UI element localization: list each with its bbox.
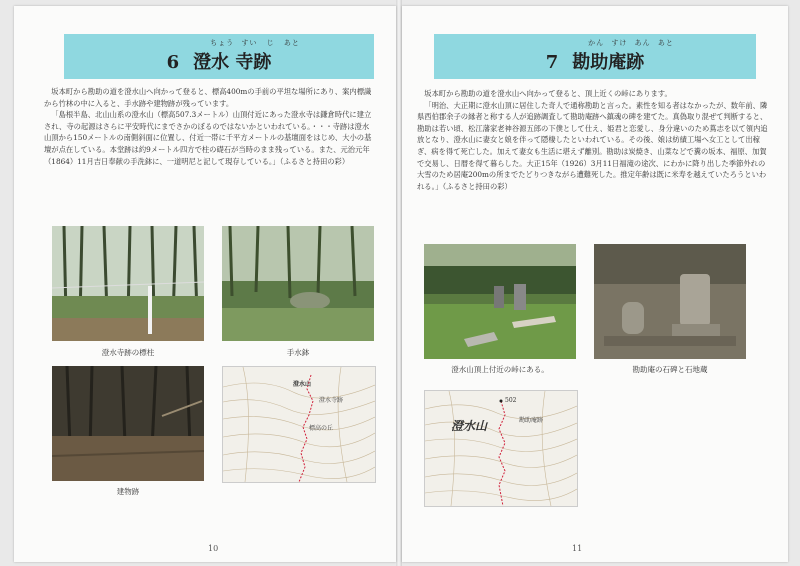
section-title-banner [64, 34, 374, 79]
reading-1: かん [588, 39, 605, 47]
section-title-text: 澄水 寺跡 [193, 52, 272, 73]
topographic-map [222, 366, 376, 483]
section-body [417, 88, 772, 192]
page-number: 11 [572, 544, 583, 553]
section-body [44, 86, 374, 167]
paragraph: 「明治、大正期に澄水山頂に居住した奇人で通称勘助と言った。素性を知る者はなかったが、数年前、隣県西伯郡余子の縁者と称する人が追跡調査して勘助庵跡へ鎮魂の碑を建てた。真偽取り混ぜて判断すると、勘助は若い頃、松江藩家老神谷源五郎の下僕として仕え、姫君と恋愛し、身分違いのため蔦志を以て領内追放となり、澄水山に妻女と娘を伴って隠棲したといわれている。その後、娘は紡績工場へ女工として出稼ぎ、病を得て死亡した。加えて妻女も生活に堪えず離別。勘助は炭焼き、山菜などで糞の坂本、福原、加賀で交易し、日暦を得て暮らした。大正15年（1926）3月11日福滝の途次、にわかに降り出した季節外れの大雪のため居庵200mの所までたどりつきながら遭難死した。推定年齢は既に米寿を越えていたろうといわれる。」（ふるさと持田の彩） [417, 100, 768, 191]
right-page [402, 6, 788, 562]
title-reading [64, 38, 374, 48]
section-title-banner [434, 34, 756, 79]
section-number: 7 [545, 52, 559, 73]
section-title-text: 勘助庵跡 [572, 52, 645, 73]
map-temple-label: 澄水寺跡 [319, 397, 344, 404]
photo-building-ruins [52, 366, 204, 481]
section-title [64, 48, 374, 74]
map-site-label: 勘助庵跡 [519, 417, 544, 424]
section-title [434, 48, 756, 74]
reading-4: あと [657, 39, 674, 47]
photo-water-basin [222, 226, 374, 341]
photo-caption: 手水鉢 [286, 348, 310, 357]
reading-1: ちょう [210, 39, 235, 47]
reading-4: あと [283, 39, 300, 47]
map-elevation-label: 502 [505, 397, 517, 404]
photo-pass-site [424, 244, 576, 359]
map-mountain-label: 澄水山 [293, 381, 312, 388]
page-number: 10 [208, 544, 219, 553]
reading-2: すい [241, 39, 258, 47]
paragraph: 「島根半島、北山山系の澄水山（標高507.3メートル）山頂付近にあった澄水寺は鎌倉時代に建立され、寺の起源はさらに平安時代にまでさかのぼるのではないかといわれている。・・・寺跡は澄水山頂から150メートルの南側斜面に位置し、付近一帯に千平方メートルの基壇面をはじめ、大小の基壇が点在している。本堂跡は約9メートル四方で柱の礎石が当時のまま残っている。また、元治元年（1864）11月吉日奉献の手洗鉢に、一道明尼と記して現存している。」（ふるさと持田の彩） [44, 110, 372, 166]
paragraph: 坂本町から勘助の道を澄水山へ向かって登ると、標高400mの手前の平坦な場所にあり、案内標識から竹林の中に入ると、手水跡や建物跡が残っています。 [44, 87, 372, 108]
photo-temple-marker [52, 226, 204, 341]
reading-3: じ [266, 39, 275, 47]
photo-caption: 澄水寺跡の標柱 [101, 348, 155, 357]
photo-caption: 勘助庵の石碑と石地蔵 [632, 365, 708, 374]
title-reading [434, 38, 756, 48]
section-number: 6 [166, 52, 180, 73]
photo-caption: 澄水山頂上付近の峠にある。 [451, 365, 549, 374]
photo-caption: 建物跡 [116, 487, 140, 496]
reading-2: すけ [611, 39, 628, 47]
map-area-label: 標高の丘 [309, 425, 334, 432]
left-page [14, 6, 396, 562]
paragraph: 坂本町から勘助の道を澄水山へ向かって登ると、頂上近くの峠にあります。 [424, 89, 672, 98]
topographic-map [424, 390, 578, 507]
map-mountain-label: 澄水山 [451, 419, 488, 433]
photo-monument-jizo [594, 244, 746, 359]
reading-3: あん [634, 39, 651, 47]
